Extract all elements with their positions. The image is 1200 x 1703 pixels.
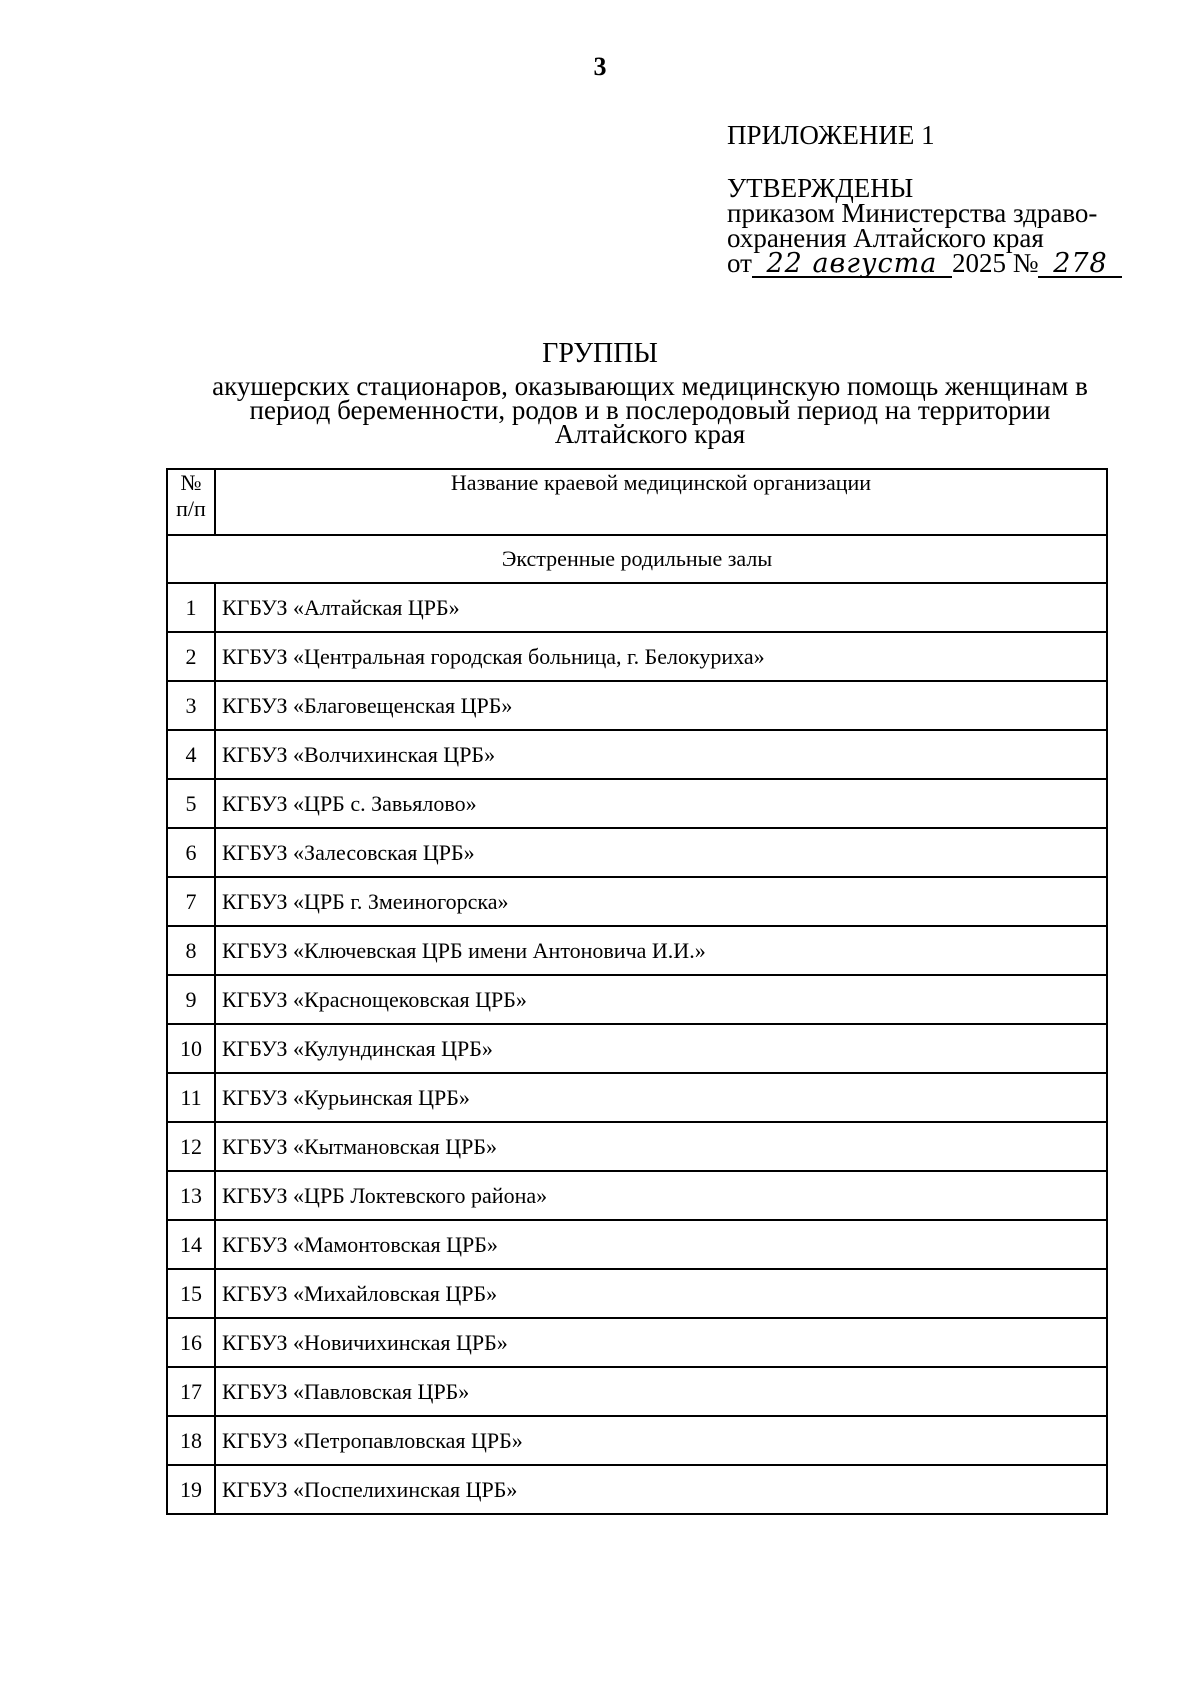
- row-number: 1: [167, 583, 215, 632]
- organization-name: КГБУЗ «Курьинская ЦРБ»: [215, 1073, 1107, 1122]
- table-row: [167, 583, 1107, 632]
- row-number: 11: [167, 1073, 215, 1122]
- organization-name: КГБУЗ «ЦРБ г. Змеиногорска»: [215, 877, 1107, 926]
- table-row: [167, 730, 1107, 779]
- approval-block: [727, 173, 1122, 279]
- header-number: № п/п: [167, 469, 215, 535]
- row-number: 4: [167, 730, 215, 779]
- row-number: 12: [167, 1122, 215, 1171]
- organization-name: КГБУЗ «Кулундинская ЦРБ»: [215, 1024, 1107, 1073]
- organization-name: КГБУЗ «Алтайская ЦРБ»: [215, 583, 1107, 632]
- table-header-row: [167, 469, 1107, 535]
- hospital-groups-table: [166, 468, 1108, 1515]
- table-row: [167, 1465, 1107, 1514]
- row-number: 19: [167, 1465, 215, 1514]
- table-row: [167, 681, 1107, 730]
- organization-name: КГБУЗ «Михайловская ЦРБ»: [215, 1269, 1107, 1318]
- organization-name: КГБУЗ «Павловская ЦРБ»: [215, 1367, 1107, 1416]
- section-title: Экстренные родильные залы: [167, 535, 1107, 583]
- document-title: ГРУППЫ: [542, 338, 658, 369]
- organization-name: КГБУЗ «Мамонтовская ЦРБ»: [215, 1220, 1107, 1269]
- table-row: [167, 1318, 1107, 1367]
- organization-name: КГБУЗ «Ключевская ЦРБ имени Антоновича И.И.»: [215, 926, 1107, 975]
- header-name: Название краевой медицинской организации: [215, 469, 1107, 535]
- organization-name: КГБУЗ «Волчихинская ЦРБ»: [215, 730, 1107, 779]
- organization-name: КГБУЗ «Кытмановская ЦРБ»: [215, 1122, 1107, 1171]
- row-number: 17: [167, 1367, 215, 1416]
- table-row: [167, 632, 1107, 681]
- handwritten-order-number: 278: [1038, 252, 1122, 278]
- row-number: 7: [167, 877, 215, 926]
- handwritten-date: 22 августа: [752, 252, 952, 278]
- table-row: [167, 1171, 1107, 1220]
- approval-line-1: приказом Министерства здраво-: [727, 198, 1098, 228]
- table-row: [167, 1122, 1107, 1171]
- table-row: [167, 779, 1107, 828]
- row-number: 6: [167, 828, 215, 877]
- table-row: [167, 828, 1107, 877]
- approval-title: УТВЕРЖДЕНЫ: [727, 173, 914, 203]
- row-number: 5: [167, 779, 215, 828]
- section-row: [167, 535, 1107, 583]
- row-number: 14: [167, 1220, 215, 1269]
- row-number: 15: [167, 1269, 215, 1318]
- table-row: [167, 1073, 1107, 1122]
- row-number: 3: [167, 681, 215, 730]
- table-row: [167, 1416, 1107, 1465]
- row-number: 8: [167, 926, 215, 975]
- organization-name: КГБУЗ «Центральная городская больница, г. Белокуриха»: [215, 632, 1107, 681]
- organization-name: КГБУЗ «Поспелихинская ЦРБ»: [215, 1465, 1107, 1514]
- date-prefix: от: [727, 248, 752, 278]
- order-year: 2025 №: [951, 248, 1039, 278]
- table-row: [167, 926, 1107, 975]
- table-row: [167, 1220, 1107, 1269]
- organization-name: КГБУЗ «ЦРБ Локтевского района»: [215, 1171, 1107, 1220]
- table-row: [167, 1024, 1107, 1073]
- organization-name: КГБУЗ «Благовещенская ЦРБ»: [215, 681, 1107, 730]
- table-row: [167, 975, 1107, 1024]
- row-number: 18: [167, 1416, 215, 1465]
- table-row: [167, 877, 1107, 926]
- organization-name: КГБУЗ «Залесовская ЦРБ»: [215, 828, 1107, 877]
- row-number: 16: [167, 1318, 215, 1367]
- approval-date-line: [727, 248, 1122, 279]
- row-number: 9: [167, 975, 215, 1024]
- table-row: [167, 1367, 1107, 1416]
- row-number: 13: [167, 1171, 215, 1220]
- approval-line-2: охранения Алтайского края: [727, 223, 1044, 253]
- appendix-label: ПРИЛОЖЕНИЕ 1: [727, 120, 935, 150]
- organization-name: КГБУЗ «Новичихинская ЦРБ»: [215, 1318, 1107, 1367]
- organization-name: КГБУЗ «ЦРБ с. Завьялово»: [215, 779, 1107, 828]
- row-number: 10: [167, 1024, 215, 1073]
- table-row: [167, 1269, 1107, 1318]
- page-number: 3: [593, 52, 607, 81]
- row-number: 2: [167, 632, 215, 681]
- organization-name: КГБУЗ «Петропавловская ЦРБ»: [215, 1416, 1107, 1465]
- organization-name: КГБУЗ «Краснощековская ЦРБ»: [215, 975, 1107, 1024]
- document-subtitle: акушерских стационаров, оказывающих медицинскую помощь женщинам в период беременности, родов и в послеродовый период на территории Алтайского края: [212, 371, 1088, 449]
